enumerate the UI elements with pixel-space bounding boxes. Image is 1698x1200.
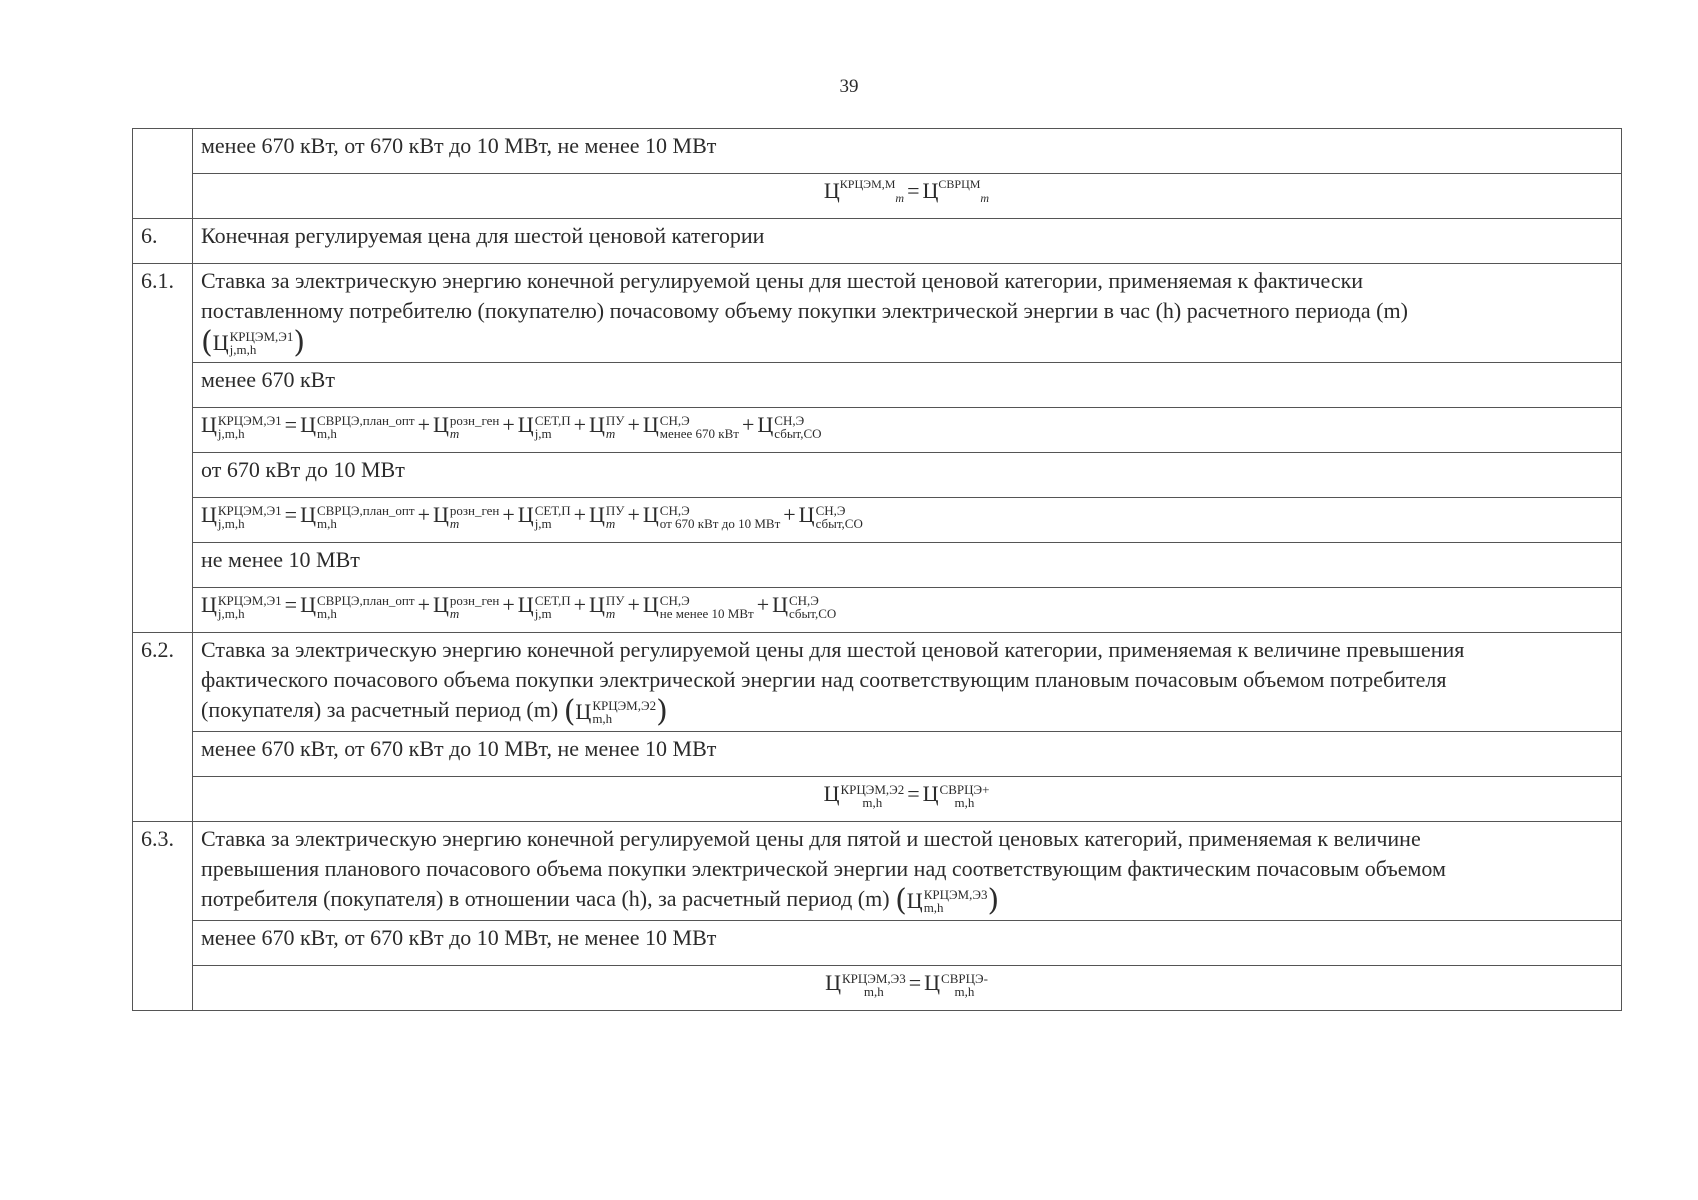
- formula-sup: СН,Э: [789, 592, 819, 608]
- formula-indices: [816, 504, 863, 530]
- formula-indices: [660, 594, 754, 620]
- table-row: [133, 965, 1622, 1010]
- formula-sub: j,m: [534, 515, 552, 531]
- description-text: (покупателя) за расчетный период (m): [201, 696, 559, 722]
- table-row: [133, 821, 1622, 920]
- formula-indices: [218, 594, 282, 620]
- formula-sup: КРЦЭМ,Э1: [217, 412, 282, 428]
- formula-sub: m,h: [863, 983, 884, 999]
- formula-plus: +: [417, 591, 430, 617]
- power-range-text: менее 670 кВт, от 670 кВт до 10 МВт, не менее 10 МВт: [193, 731, 1622, 776]
- formula-sub: m,h: [592, 710, 613, 726]
- formula-sup: КРЦЭМ,Э3: [841, 970, 906, 986]
- formula-indices: [940, 783, 990, 809]
- formula-indices: [606, 504, 625, 530]
- page-number: 39: [839, 76, 859, 97]
- formula-sub: сбыт,СО: [815, 515, 863, 531]
- formula-indices: [592, 699, 656, 725]
- formula-sup: СВРЦЭ,план_опт: [316, 592, 415, 608]
- formula-cell: [193, 174, 1622, 219]
- paren-close: ): [987, 882, 1000, 918]
- formula-plus: +: [417, 411, 430, 437]
- formula-plus: +: [573, 501, 586, 527]
- description-line: Ставка за электрическую энергию конечной регулируемой цены для пятой и шестой ценовых категорий, применяемая к величине: [201, 825, 1421, 851]
- formula-symbol: Ц: [300, 591, 316, 617]
- formula-symbol: Ц: [906, 887, 923, 913]
- formula-symbol: Ц: [517, 411, 534, 437]
- formula-indices: [317, 594, 415, 620]
- formula-sub: m: [449, 425, 460, 441]
- tariff-table: [132, 128, 1622, 1011]
- power-range-text: от 670 кВт до 10 МВт: [193, 452, 1622, 497]
- formula-sub: m,h: [316, 425, 337, 441]
- rate-description: [193, 632, 1622, 731]
- description-line: поставленному потребителю (покупателю) почасовому объему покупки электрической энергии в час (h) расчетного периода (m): [201, 298, 1408, 323]
- formula-indices: [941, 972, 988, 998]
- formula-plus: +: [502, 411, 515, 437]
- formula-symbol: Ц: [589, 411, 605, 437]
- formula-sup: КРЦЭМ,Э2: [840, 781, 905, 797]
- table-row: [133, 362, 1622, 407]
- formula-plus: +: [417, 501, 430, 527]
- formula-sup: СН,Э: [815, 502, 846, 518]
- formula-sup: КРЦЭМ,Э2: [592, 697, 657, 713]
- formula-sup: КРЦЭМ,Э1: [229, 328, 294, 344]
- formula-indices: [450, 504, 499, 530]
- formula-plus: +: [502, 591, 515, 617]
- table-row: [133, 129, 1622, 174]
- formula-sup: СВРЦЭ-: [941, 970, 988, 986]
- power-range-text: менее 670 кВт, от 670 кВт до 10 МВт, не менее 10 МВт: [193, 129, 1622, 174]
- formula-sub: j,m,h: [217, 515, 245, 531]
- formula-sub: m,h: [954, 794, 975, 810]
- formula-sub: m: [449, 605, 460, 621]
- formula-sub: сбыт,СО: [774, 425, 822, 441]
- formula-sup: розн_ген: [449, 592, 500, 608]
- paren-close: ): [293, 324, 306, 360]
- formula-symbol: Ц: [823, 780, 840, 806]
- formula-indices: [535, 594, 571, 620]
- formula-sup: КРЦЭМ,Э1: [217, 592, 282, 608]
- formula-sub: m: [605, 425, 616, 441]
- formula-sub: m: [895, 191, 905, 206]
- formula-sub: j,m,h: [217, 425, 245, 441]
- formula-sup: розн_ген: [449, 502, 500, 518]
- formula-sup: КРЦЭМ,М: [839, 176, 896, 191]
- formula-sub: m: [449, 515, 460, 531]
- formula-symbol: Ц: [589, 501, 605, 527]
- formula-indices: [535, 414, 571, 440]
- formula-symbol: Ц: [823, 178, 840, 203]
- formula-symbol: Ц: [642, 411, 659, 437]
- description-line: фактического почасового объема покупки электрической энергии над соответствующим плановым почасовым объемом потребителя: [201, 666, 1447, 692]
- formula-indices: [842, 972, 906, 998]
- formula-sup: СЕТ,П: [534, 502, 571, 518]
- paren-open: (: [895, 882, 907, 918]
- table-row: [133, 920, 1622, 965]
- formula-sub: j,m,h: [217, 605, 245, 621]
- formula-sub: от 670 кВт до 10 МВт: [659, 515, 781, 531]
- table-row: [133, 174, 1622, 219]
- formula-symbol: Ц: [433, 591, 449, 617]
- description-line: Ставка за электрическую энергию конечной регулируемой цены для шестой ценовой категории, применяемая к величине превышения: [201, 636, 1465, 662]
- formula-symbol: Ц: [212, 329, 229, 355]
- formula-sup: ПУ: [605, 412, 625, 428]
- table-row: [133, 731, 1622, 776]
- formula-cell: [193, 407, 1622, 452]
- formula-indices: [450, 414, 499, 440]
- formula-equals: =: [284, 411, 298, 437]
- description-formula: [201, 326, 1612, 358]
- formula-plus: +: [627, 591, 640, 617]
- formula-symbol: Ц: [922, 178, 939, 203]
- formula-sup: СВРЦЭ,план_опт: [316, 412, 415, 428]
- formula-sup: ПУ: [605, 502, 625, 518]
- formula-sup: ПУ: [605, 592, 625, 608]
- formula-sup: СВРЦЭ,план_опт: [316, 502, 415, 518]
- table-row: [133, 632, 1622, 731]
- formula-indices: [317, 414, 415, 440]
- table-row: [133, 542, 1622, 587]
- formula-indices: [840, 783, 904, 809]
- rate-description: [193, 821, 1622, 920]
- formula-plus: +: [627, 501, 640, 527]
- formula-symbol: Ц: [201, 501, 217, 527]
- formula-sub: m: [605, 515, 616, 531]
- formula-sup: КРЦЭМ,Э3: [923, 886, 988, 902]
- formula-cell: [193, 587, 1622, 632]
- formula-symbol: Ц: [433, 501, 449, 527]
- formula-sup: СН,Э: [659, 502, 690, 518]
- formula-indices: [774, 414, 821, 440]
- row-number: 6.3.: [133, 821, 193, 1010]
- power-range-text: менее 670 кВт: [193, 362, 1622, 407]
- row-number: 6.1.: [133, 264, 193, 633]
- formula-sub: не менее 10 МВт: [659, 605, 754, 621]
- formula-sub: m,h: [923, 899, 944, 915]
- formula-sup: СВРЦМ: [938, 176, 981, 191]
- formula-indices: [535, 504, 571, 530]
- formula-sub: m,h: [316, 605, 337, 621]
- paren-open: (: [201, 324, 213, 360]
- formula-plus: +: [741, 411, 755, 437]
- formula-sub: менее 670 кВт: [659, 425, 739, 441]
- category-title: Конечная регулируемая цена для шестой ценовой категории: [193, 219, 1622, 264]
- formula-symbol: Ц: [772, 591, 788, 617]
- row-number: 6.: [133, 219, 193, 264]
- power-range-text: не менее 10 МВт: [193, 542, 1622, 587]
- formula-sup: розн_ген: [449, 412, 500, 428]
- formula-sub: m,h: [862, 794, 883, 810]
- rate-description: [193, 264, 1622, 363]
- formula-sub: m,h: [316, 515, 337, 531]
- table-row: [133, 452, 1622, 497]
- description-text: потребителя (покупателя) в отношении часа (h), за расчетный период (m): [201, 885, 890, 911]
- description-line: превышения планового почасового объема покупки электрической энергии над соответствующим фактическим почасовым объемом: [201, 855, 1446, 881]
- formula-symbol: Ц: [300, 411, 316, 437]
- formula-cell: [193, 497, 1622, 542]
- formula-plus: +: [627, 411, 640, 437]
- formula-symbol: Ц: [642, 501, 659, 527]
- formula-symbol: Ц: [798, 501, 815, 527]
- formula-equals: =: [908, 969, 922, 995]
- formula-sub: m: [605, 605, 616, 621]
- formula-indices: [230, 330, 294, 356]
- formula-indices: [450, 594, 499, 620]
- formula-plus: +: [573, 411, 586, 437]
- formula-indices: [660, 504, 780, 530]
- description-line: Ставка за электрическую энергию конечной регулируемой цены для шестой ценовой категории, применяемая к фактически: [201, 268, 1364, 293]
- formula-symbol: Ц: [825, 969, 841, 995]
- formula-symbol: Ц: [757, 411, 774, 437]
- power-range-text: менее 670 кВт, от 670 кВт до 10 МВт, не менее 10 МВт: [193, 920, 1622, 965]
- formula-symbol: Ц: [201, 591, 217, 617]
- paren-open: (: [563, 693, 576, 729]
- formula-sub: сбыт,СО: [789, 605, 837, 621]
- formula-sub: j,m: [534, 605, 552, 621]
- formula-symbol: Ц: [642, 591, 659, 617]
- formula-equals: =: [284, 501, 298, 527]
- formula-symbol: Ц: [300, 501, 316, 527]
- table-row: [133, 264, 1622, 363]
- formula-equals: =: [907, 178, 920, 203]
- formula-symbol: Ц: [201, 411, 217, 437]
- table-row: [133, 587, 1622, 632]
- formula-sup: СН,Э: [774, 412, 805, 428]
- formula-symbol: Ц: [922, 780, 939, 806]
- row-number-cell: [133, 129, 193, 219]
- description-line: [201, 695, 1612, 727]
- formula-indices: [218, 414, 282, 440]
- formula-indices: [218, 504, 282, 530]
- description-line: [201, 884, 1612, 916]
- paren-close: ): [656, 693, 668, 729]
- formula-symbol: Ц: [575, 698, 592, 724]
- formula-sup: КРЦЭМ,Э1: [217, 502, 282, 518]
- formula-sup: СН,Э: [659, 412, 690, 428]
- table-row: [133, 497, 1622, 542]
- formula-plus: +: [502, 501, 515, 527]
- row-number: 6.2.: [133, 632, 193, 821]
- formula-indices: [789, 594, 836, 620]
- formula-equals: =: [284, 591, 298, 617]
- formula-symbol: Ц: [433, 411, 449, 437]
- formula-sub: m: [980, 191, 990, 206]
- formula-sub: m,h: [954, 983, 975, 999]
- formula-symbol: Ц: [517, 591, 534, 617]
- formula-indices: [660, 414, 739, 440]
- formula-symbol: Ц: [924, 969, 941, 995]
- formula-plus: +: [756, 591, 770, 617]
- table-row: [133, 219, 1622, 264]
- formula-sub: j,m,h: [229, 341, 257, 357]
- formula-equals: =: [907, 780, 920, 806]
- formula-sup: СВРЦЭ+: [939, 781, 990, 797]
- formula-indices: [317, 504, 415, 530]
- formula-indices: [606, 414, 625, 440]
- formula-sup: СЕТ,П: [534, 412, 571, 428]
- formula-plus: +: [573, 591, 586, 617]
- table-row: [133, 776, 1622, 821]
- formula-cell: [193, 776, 1622, 821]
- formula-indices: [606, 594, 625, 620]
- formula-symbol: Ц: [589, 591, 605, 617]
- formula-indices: [924, 888, 988, 914]
- formula-plus: +: [783, 501, 796, 527]
- formula-sup: СЕТ,П: [534, 592, 571, 608]
- formula-sub: j,m: [534, 425, 552, 441]
- table-row: [133, 407, 1622, 452]
- formula-symbol: Ц: [517, 501, 534, 527]
- formula-cell: [193, 965, 1622, 1010]
- formula-sup: СН,Э: [659, 592, 690, 608]
